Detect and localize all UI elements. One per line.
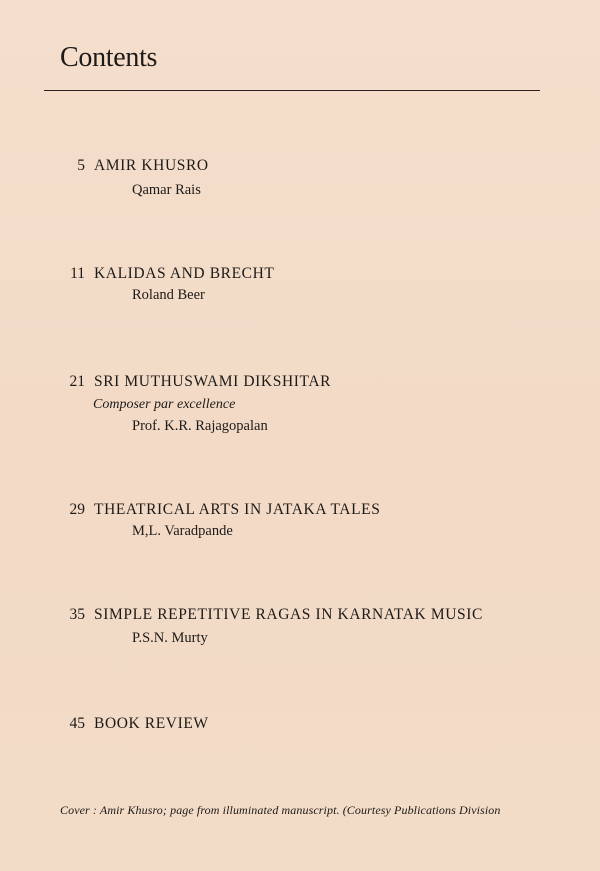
toc-entry-author: Qamar Rais (132, 182, 201, 198)
toc-page-number: 35 (69, 606, 85, 623)
toc-entry-title: THEATRICAL ARTS IN JATAKA TALES (94, 501, 381, 518)
toc-entry-title: SRI MUTHUSWAMI DIKSHITAR (94, 373, 332, 390)
toc-page-number: 29 (69, 501, 85, 518)
toc-entry-title: KALIDAS AND BRECHT (94, 265, 275, 282)
toc-entry-author: Prof. K.R. Rajagopalan (132, 418, 268, 434)
toc-page-number: 45 (69, 715, 85, 732)
toc-entry-title: BOOK REVIEW (94, 715, 209, 732)
toc-entry-title: SIMPLE REPETITIVE RAGAS IN KARNATAK MUSIC (94, 606, 483, 623)
toc-entry-title: AMIR KHUSRO (94, 157, 209, 174)
toc-entry-subtitle: Composer par excellence (93, 397, 236, 412)
toc-page-number: 11 (70, 265, 85, 282)
heading-divider (44, 90, 540, 91)
toc-page-number: 5 (77, 157, 85, 174)
toc-entry-author: M,L. Varadpande (132, 523, 233, 539)
toc-entry-author: Roland Beer (132, 287, 205, 303)
toc-page-number: 21 (69, 373, 85, 390)
cover-credit: Cover : Amir Khusro; page from illuminated manuscript. (Courtesy Publications Division (60, 803, 501, 817)
toc-entry-author: P.S.N. Murty (132, 630, 208, 646)
page-title: Contents (60, 42, 158, 73)
